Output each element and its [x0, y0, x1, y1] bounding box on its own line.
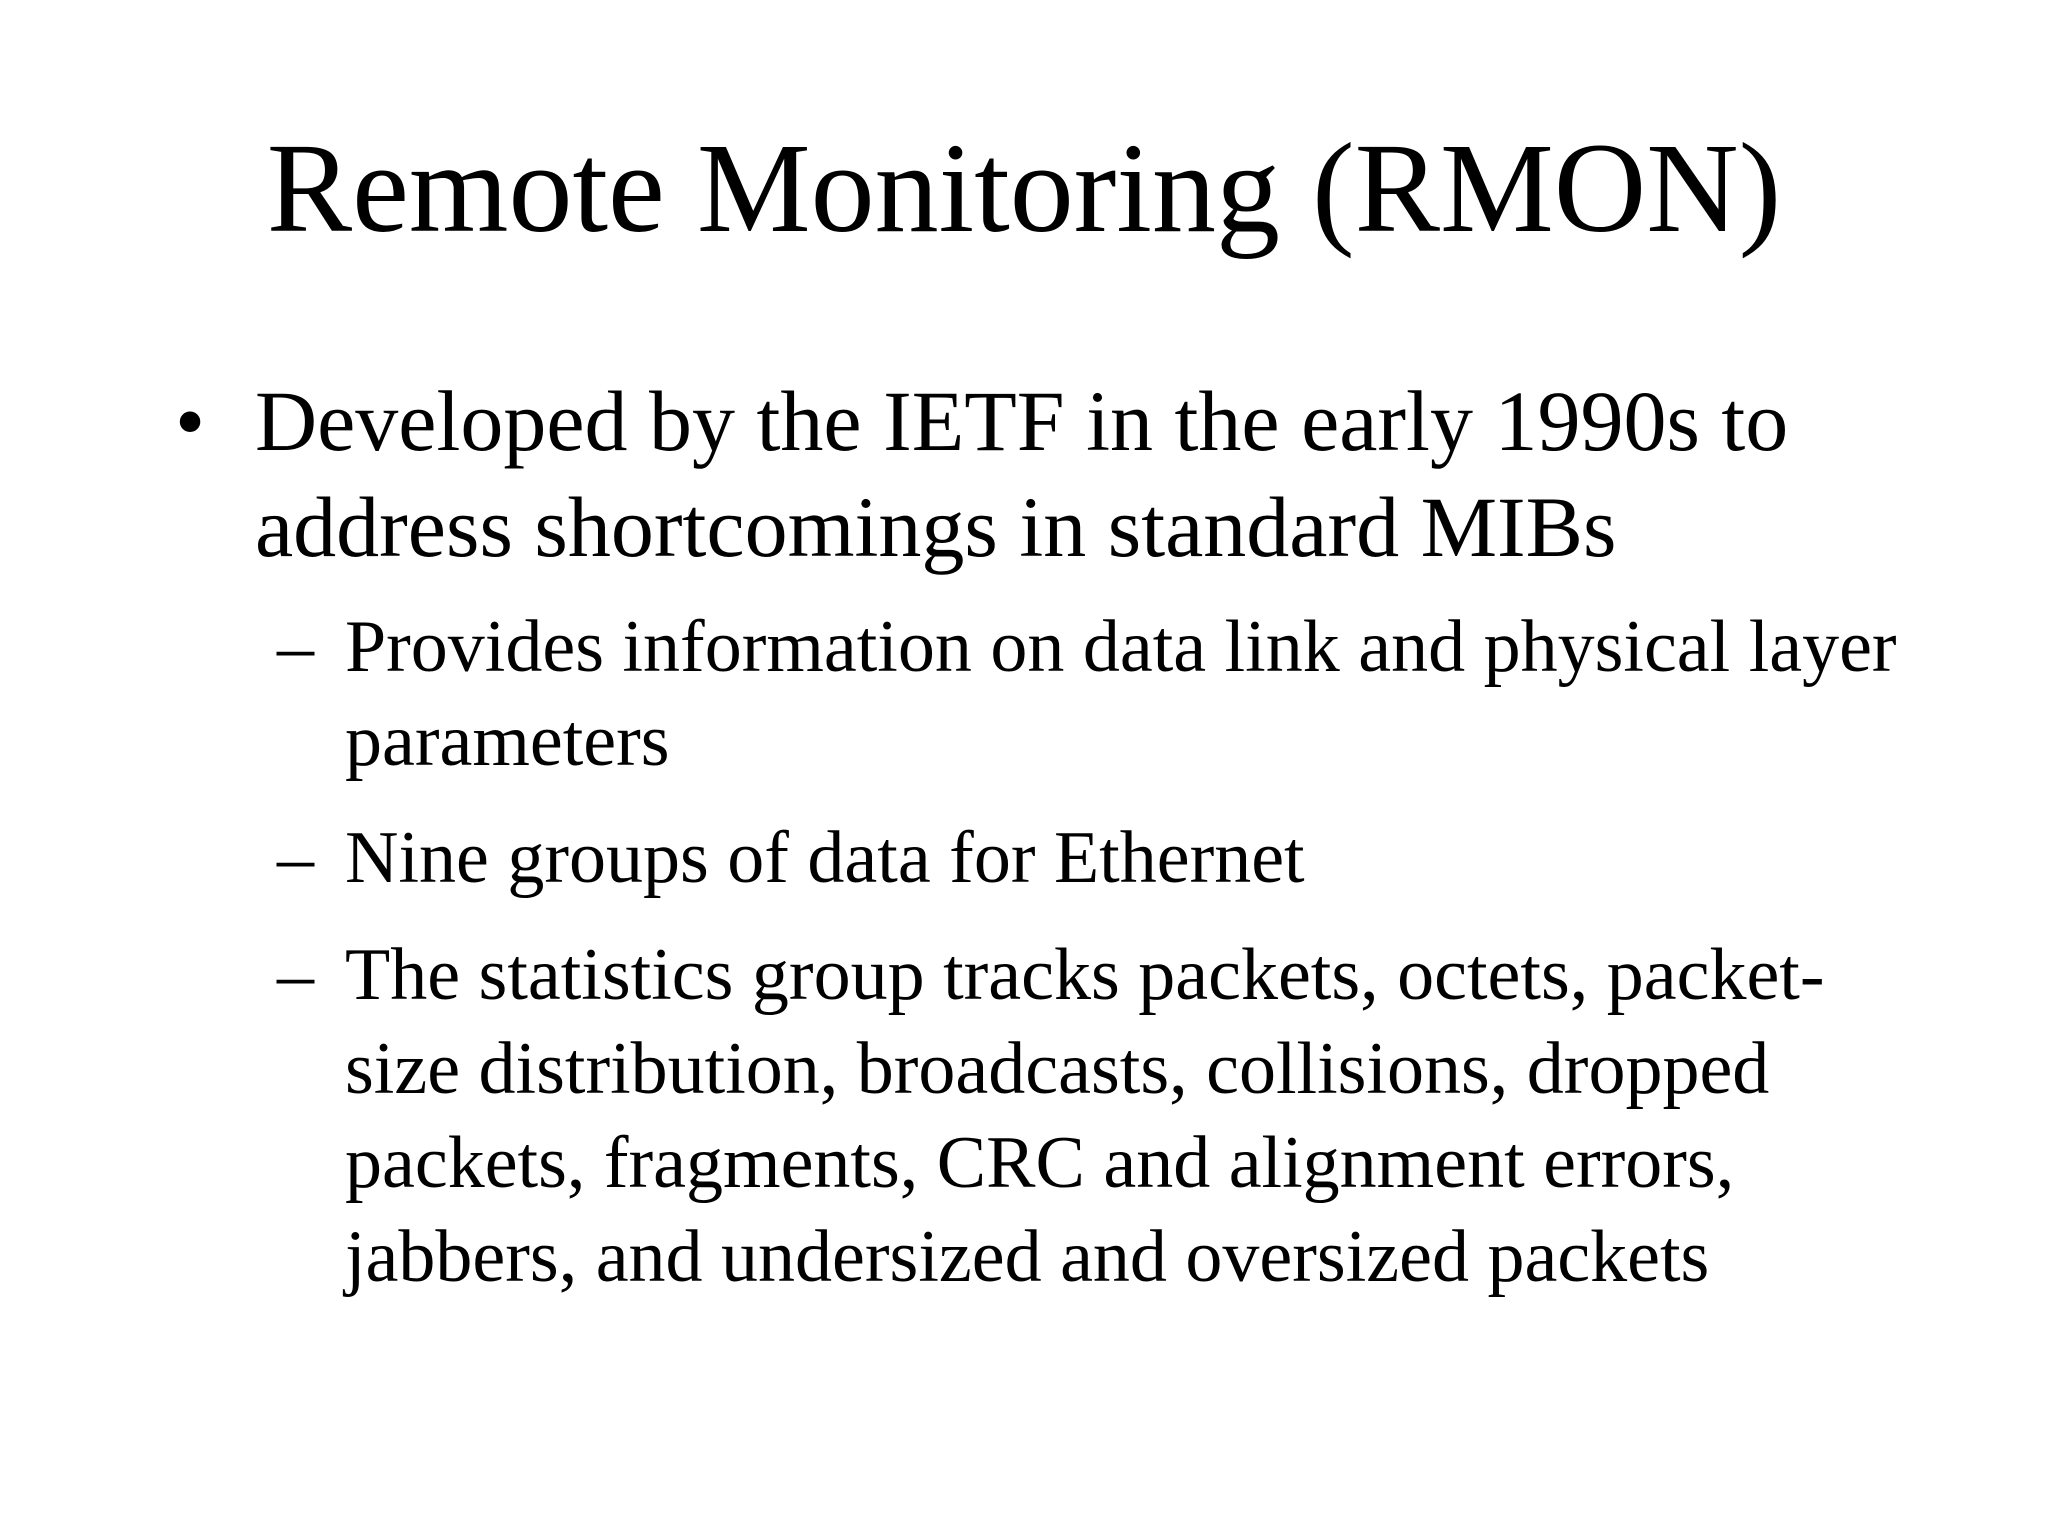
dash-marker: – [277, 817, 314, 899]
dash-marker: – [277, 606, 314, 688]
sub-bullet-item [277, 600, 1897, 788]
sub-bullet-item [277, 811, 1897, 905]
slide-title: Remote Monitoring (RMON) [266, 117, 1782, 259]
sub-bullet-text: The statistics group tracks packets, octets, packet-size distribution, broadcasts, collisions, dropped packets, fragments, CRC and alignment errors, jabbers, and undersized and oversized packets [345, 934, 1825, 1298]
bullet-text: Developed by the IETF in the early 1990s to address shortcomings in standard MIBs [255, 373, 1789, 575]
bullet-marker: • [175, 373, 206, 469]
bullet-item [175, 368, 1935, 580]
dash-marker: – [277, 934, 314, 1016]
sub-bullet-text: Nine groups of data for Ethernet [345, 817, 1305, 899]
main-bullet-list [175, 368, 1935, 580]
sub-bullet-text: Provides information on data link and physical layer parameters [345, 606, 1897, 782]
sub-bullet-list [277, 600, 1897, 1327]
sub-bullet-item [277, 928, 1897, 1304]
